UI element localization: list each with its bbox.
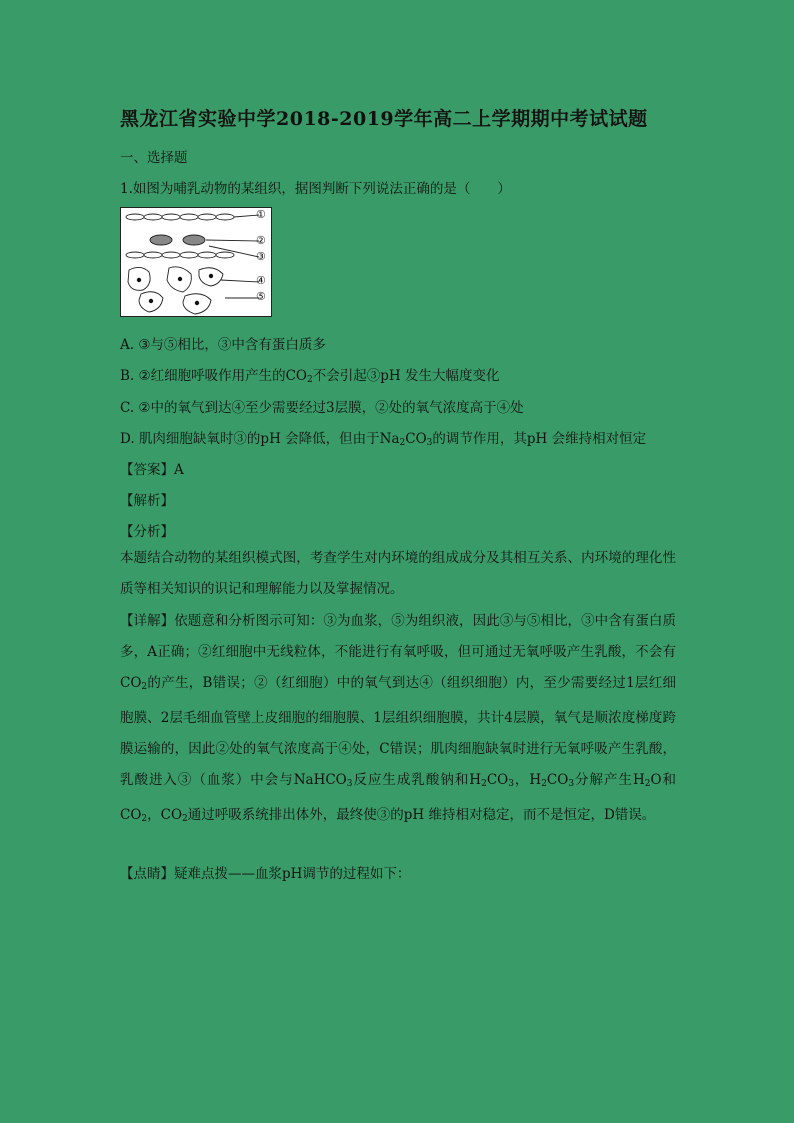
detail-sub-8: 2: [141, 814, 148, 824]
option-b-subscript: 2: [307, 375, 313, 385]
option-b-text-end: 不会引起③pH 发生大幅度变化: [312, 368, 500, 384]
detail-text-9: ，CO: [147, 807, 183, 823]
tissue-diagram-drawing: [121, 208, 273, 318]
detail-text-7: 分解产生H: [574, 772, 645, 788]
detail-text-2: 的产生，B错误；②（红细胞）中的氧气到达④（组织细胞）内，至少需要经过1层红细胞膜、2层毛细血管壁上皮细胞的细胞膜、1层组织细胞膜，共计4层膜，氧气是顺浓度梯度跨膜运输的，因此②处的氧气浓度高于④处，C错误；肌肉细胞缺氧时进行无氧呼吸产生乳酸，乳酸进入③（血浆）中会与NaHCO: [120, 675, 676, 788]
question-stem: 1.如图为哺乳动物的某组织，据图判断下列说法正确的是（ ）: [120, 181, 511, 197]
detail-text-4: CO: [486, 772, 509, 788]
diagram-labels: [256, 207, 276, 317]
option-b: [120, 364, 499, 385]
option-c: C. ②中的氧气到达④至少需要经过3层膜，②处的氧气浓度高于④处: [120, 400, 524, 416]
detail-sub-1: 2: [141, 682, 148, 692]
diagram-label-1: ①: [256, 208, 266, 221]
option-d-text: D. 肌肉细胞缺氧时③的pH 会降低，但由于Na: [120, 431, 400, 447]
detail-paragraph: [120, 606, 676, 835]
page-title: 黑龙江省实验中学2018-2019学年高二上学期期中考试试题: [120, 108, 648, 130]
detail-text-1: 【详解】依题意和分析图示可知：③为血浆，⑤为组织液，因此③与⑤相比，③中含有蛋白质多，A正确；②红细胞中无线粒体，不能进行有氧呼吸，但可通过无氧呼吸产生乳酸，不会有CO: [120, 613, 676, 691]
detail-text-8: O和CO: [120, 772, 677, 823]
detail-sub-9: 2: [182, 814, 188, 824]
detail-text-3: 反应生成乳酸钠和H: [352, 772, 482, 788]
answer-line: 【答案】A: [120, 462, 184, 478]
option-d: [120, 427, 646, 448]
detail-text-10: 通过呼吸系统排出体外，最终使③的pH 维持相对稳定，而不是恒定，D错误。: [187, 807, 656, 823]
detail-sub-5: 2: [541, 779, 547, 789]
tissue-diagram: [120, 207, 272, 317]
option-d-subscript-2: 3: [426, 438, 433, 448]
detail-sub-3: 2: [481, 779, 487, 789]
diagram-label-3: ③: [256, 250, 266, 263]
detail-sub-7: 2: [644, 779, 651, 789]
option-d-subscript-1: 2: [399, 438, 406, 448]
diagram-label-4: ④: [256, 274, 266, 287]
diagram-label-5: ⑤: [256, 290, 266, 303]
diagram-label-2: ②: [256, 234, 266, 247]
detail-sub-4: 3: [508, 779, 514, 789]
option-b-text: B. ②红细胞呼吸作用产生的CO: [120, 368, 308, 384]
section-heading: 一、选择题: [120, 150, 188, 166]
detail-text-6: CO: [546, 772, 569, 788]
tip-line: 【点睛】疑难点拨——血浆pH调节的过程如下：: [120, 866, 411, 882]
option-d-text-mid: CO: [405, 431, 427, 447]
option-a: A. ③与⑤相比，③中含有蛋白质多: [120, 337, 326, 353]
analysis-paragraph: 本题结合动物的某组织模式图，考查学生对内环境的组成成分及其相互关系、内环境的理化性质等相关知识的识记和理解能力以及掌握情况。: [120, 550, 676, 597]
detail-text-5: ，H: [513, 772, 542, 788]
option-d-text-end: 的调节作用，其pH 会维持相对恒定: [432, 431, 647, 447]
detail-sub-2: 3: [346, 779, 353, 789]
analysis-heading: 【解析】: [120, 493, 174, 509]
detail-sub-6: 3: [568, 779, 575, 789]
analysis-subheading: 【分析】: [120, 524, 174, 540]
